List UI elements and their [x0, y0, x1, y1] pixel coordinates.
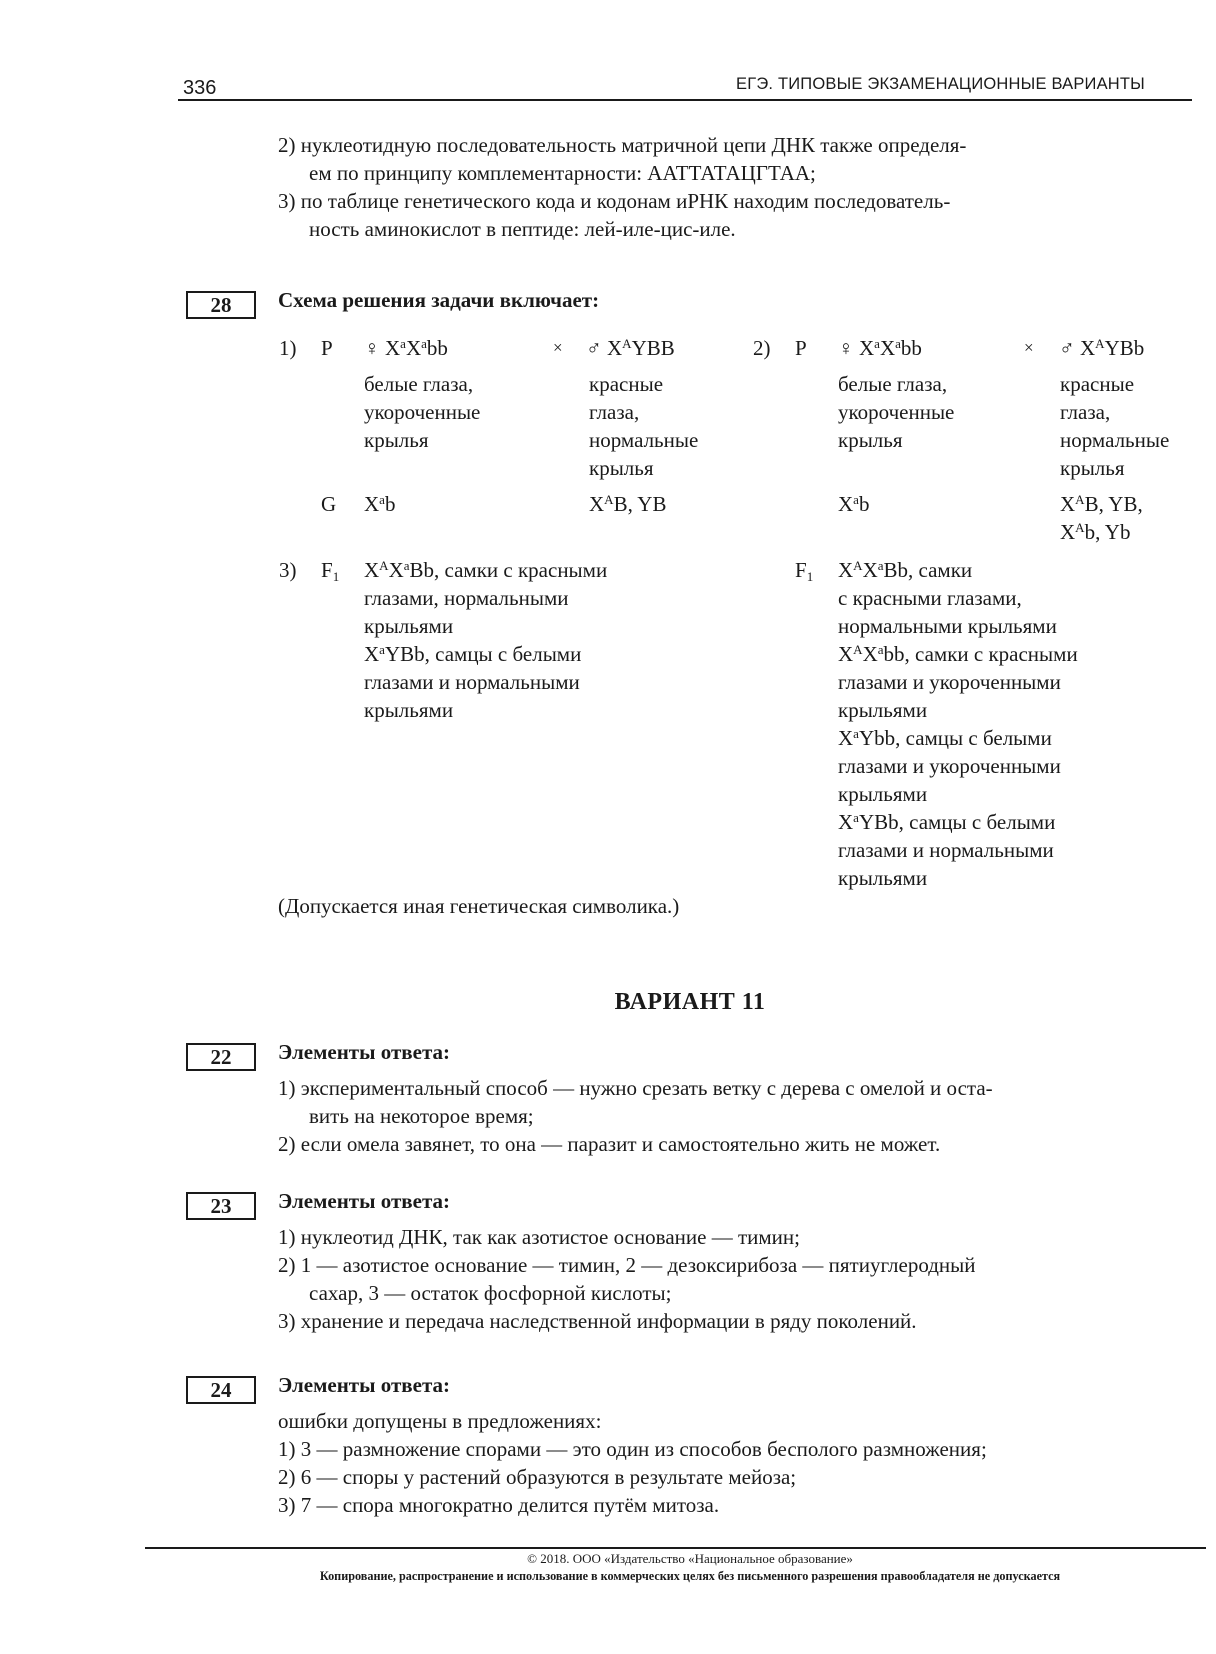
offspring-text: крыльями	[838, 866, 928, 890]
phenotype-line: укороченные	[838, 400, 955, 424]
scheme-number: 1)	[279, 336, 297, 360]
answer-line: 2) 6 — споры у растений образуются в результате мейоза;	[278, 1465, 797, 1489]
footer-rule	[145, 1547, 1206, 1549]
task-heading: Элементы ответа:	[278, 1373, 451, 1397]
offspring-genotype: $X^aYbb$, самцы с белыми	[838, 725, 1052, 750]
offspring-text: с красными глазами,	[838, 586, 1022, 610]
answer-line: сахар, 3 — остаток фосфорной кислоты;	[309, 1281, 672, 1305]
father-genotype: ♂ $X^AYBB$	[586, 335, 675, 360]
page-number: 336	[183, 77, 217, 99]
cross-sign: ×	[1024, 338, 1034, 357]
offspring-genotype: $X^AX^aBb$, самки	[838, 557, 973, 582]
header-rule	[178, 99, 1192, 101]
offspring-text: крыльями	[364, 614, 454, 638]
phenotype-line: белые глаза,	[364, 372, 474, 396]
note: (Допускается иная генетическая символика.)	[278, 894, 680, 918]
offspring-text: глазами и укороченными	[838, 670, 1061, 694]
footer-legal: Копирование, распространение и использование в коммерческих целях без письменного разрешения правообладателя не допускается	[319, 1569, 1061, 1583]
scheme-number: 2)	[753, 336, 771, 360]
prev-answer-line: 2) нуклеотидную последовательность матричной цепи ДНК также определя-	[278, 133, 967, 157]
running-title: ЕГЭ. ТИПОВЫЕ ЭКЗАМЕНАЦИОННЫЕ ВАРИАНТЫ	[736, 75, 1145, 93]
gametes-label: G	[321, 492, 337, 516]
phenotype-line: крылья	[1060, 456, 1125, 480]
answer-line: 3) хранение и передача наследственной информации в ряду поколений.	[278, 1309, 917, 1333]
answer-line: 2) если омела завянет, то она — паразит и самостоятельно жить не может.	[278, 1132, 941, 1156]
offspring-text: нормальными крыльями	[838, 614, 1057, 638]
phenotype-line: нормальные	[589, 428, 699, 452]
offspring-genotype: $X^AX^aBb$, самки с красными	[364, 557, 608, 582]
prev-answer-line: ность аминокислот в пептиде: лей-иле-цис-иле.	[309, 217, 736, 241]
gamete-mother: $X^ab$	[364, 491, 396, 516]
father-genotype: ♂ $X^AYBb$	[1059, 335, 1145, 360]
offspring-genotype: $X^aYBb$, самцы с белыми	[838, 809, 1056, 834]
female-sign-icon: ♀	[364, 336, 380, 360]
offspring-text: крыльями	[838, 782, 928, 806]
variant-title: ВАРИАНТ 11	[614, 989, 766, 1015]
task-heading: Схема решения задачи включает:	[278, 288, 600, 312]
task-number-box: 28	[186, 291, 256, 319]
task-number-box: 23	[186, 1192, 256, 1220]
task-heading: Элементы ответа:	[278, 1189, 451, 1213]
answer-line: ошибки допущены в предложениях:	[278, 1409, 602, 1433]
phenotype-line: нормальные	[1060, 428, 1170, 452]
offspring-label: $F_1$	[795, 558, 814, 584]
phenotype-line: красные	[1060, 372, 1135, 396]
phenotype-line: глаза,	[589, 400, 640, 424]
phenotype-line: красные	[589, 372, 664, 396]
answer-line: 1) нуклеотид ДНК, так как азотистое основание — тимин;	[278, 1225, 800, 1249]
answer-line: 2) 1 — азотистое основание — тимин, 2 — дезоксирибоза — пятиуглеродный	[278, 1253, 976, 1277]
answer-line: 3) 7 — спора многократно делится путём митоза.	[278, 1493, 720, 1517]
gamete-father: $X^AB$, YB	[589, 491, 667, 516]
mother-genotype: ♀ $X^aX^abb$	[364, 335, 448, 360]
scheme-number: 3)	[279, 558, 297, 582]
mother-genotype: ♀ $X^aX^abb$	[838, 335, 922, 360]
phenotype-line: белые глаза,	[838, 372, 948, 396]
male-sign-icon: ♂	[1059, 336, 1075, 360]
offspring-genotype: $X^AX^abb$, самки с красными	[838, 641, 1078, 666]
answer-line: 1) 3 — размножение спорами — это один из способов бесполого размножения;	[278, 1437, 987, 1461]
offspring-text: глазами, нормальными	[364, 586, 569, 610]
female-sign-icon: ♀	[838, 336, 854, 360]
cross-sign: ×	[553, 338, 563, 357]
offspring-text: крыльями	[364, 698, 454, 722]
offspring-text: глазами и укороченными	[838, 754, 1061, 778]
offspring-text: крыльями	[838, 698, 928, 722]
task-number-box: 22	[186, 1043, 256, 1071]
gamete-father: $X^AB$, YB,	[1060, 491, 1143, 516]
parents-label: P	[321, 336, 333, 360]
phenotype-line: крылья	[589, 456, 654, 480]
prev-answer-line: 3) по таблице генетического кода и кодонам иРНК находим последователь-	[278, 189, 951, 213]
gamete-father: $X^Ab$, Yb	[1060, 519, 1131, 544]
footer-copyright: © 2018. ООО «Издательство «Национальное образование»	[527, 1551, 853, 1566]
offspring-text: глазами и нормальными	[364, 670, 580, 694]
answer-line: 1) экспериментальный способ — нужно срезать ветку с дерева с омелой и оста-	[278, 1076, 993, 1100]
phenotype-line: глаза,	[1060, 400, 1111, 424]
offspring-label: $F_1$	[321, 558, 340, 584]
male-sign-icon: ♂	[586, 336, 602, 360]
phenotype-line: укороченные	[364, 400, 481, 424]
offspring-text: глазами и нормальными	[838, 838, 1054, 862]
offspring-genotype: $X^aYBb$, самцы с белыми	[364, 641, 582, 666]
answer-line: вить на некоторое время;	[309, 1104, 534, 1128]
task-heading: Элементы ответа:	[278, 1040, 451, 1064]
parents-label: P	[795, 336, 807, 360]
task-number-box: 24	[186, 1376, 256, 1404]
phenotype-line: крылья	[364, 428, 429, 452]
prev-answer-line: ем по принципу комплементарности: ААТТАТАЦГТАА;	[309, 161, 816, 185]
gamete-mother: $X^ab$	[838, 491, 870, 516]
phenotype-line: крылья	[838, 428, 903, 452]
